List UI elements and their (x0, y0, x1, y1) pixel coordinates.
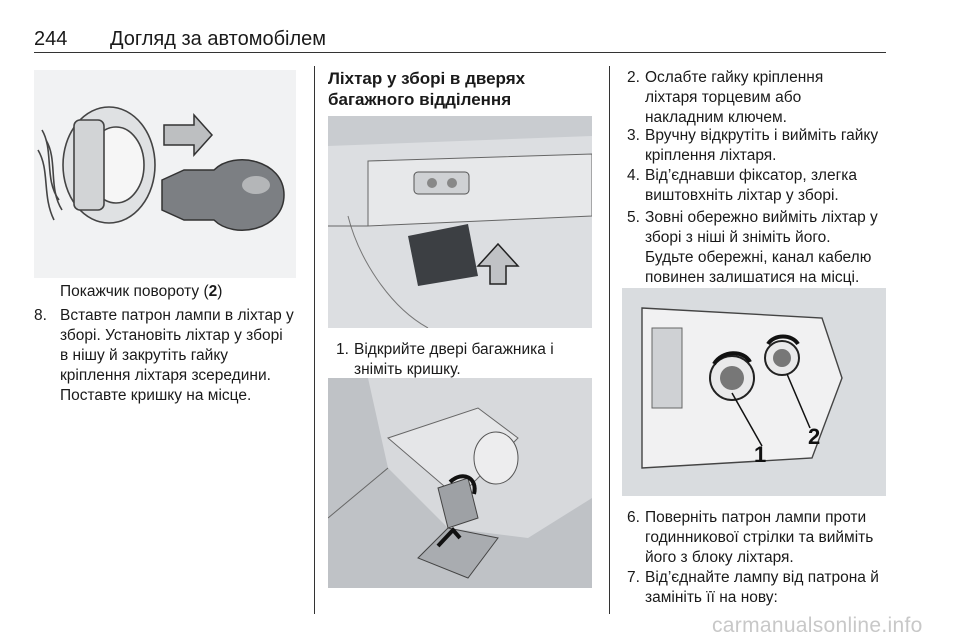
figure-label-1: 1 (754, 442, 767, 467)
section-title: Ліхтар у зборі в дверях багажного відділення (328, 69, 526, 109)
tailgate-illustration (328, 116, 592, 328)
watermark: carmanualsonline.info (712, 614, 923, 637)
list-item-step-2: 2. Ослабте гайку кріплення ліхтаря торцевим або накладним ключем. (627, 69, 824, 126)
list-item-step-1: 1. Відкрийте двері багажника і зніміть кришку. (336, 341, 554, 378)
list-item-step-4: 4. Від’єднавши фіксатор, злегка виштовхніть ліхтар у зборі. (627, 167, 857, 204)
bulb-socket-illustration (34, 70, 296, 278)
list-item-step-6: 6. Поверніть патрон лампи проти годинникової стрілки та вийміть його з блоку ліхтаря. (627, 509, 874, 566)
column-divider-left (314, 66, 315, 614)
figure-caption: Покажчик повороту (2) (60, 283, 223, 300)
column-divider-right (609, 66, 610, 614)
tail-light-illustration (622, 288, 886, 496)
list-item-step-7: 7. Від’єднайте лампу від патрона й замініть її на нову: (627, 569, 879, 606)
page-number: 244 (34, 28, 68, 50)
trunk-interior-illustration (328, 378, 592, 588)
header-rule (34, 52, 886, 53)
figure-label-2: 2 (808, 424, 821, 449)
list-item-step-8: 8. Вставте патрон лампи в ліхтар у зборі. Установіть ліхтар у зборі в нішу й закрутіть гайку кріплення ліхтаря зсередини. Поставте кришку на місце. (34, 307, 294, 404)
list-item-step-3: 3. Вручну відкрутіть і вийміть гайку кріплення ліхтаря. (627, 127, 879, 164)
page-title: Догляд за автомобілем (110, 28, 327, 50)
list-item-step-5: 5. Зовні обережно вийміть ліхтар у зборі з ніші й зніміть його. Будьте обережні, канал кабелю повинен залишатися на місці. (627, 209, 878, 286)
